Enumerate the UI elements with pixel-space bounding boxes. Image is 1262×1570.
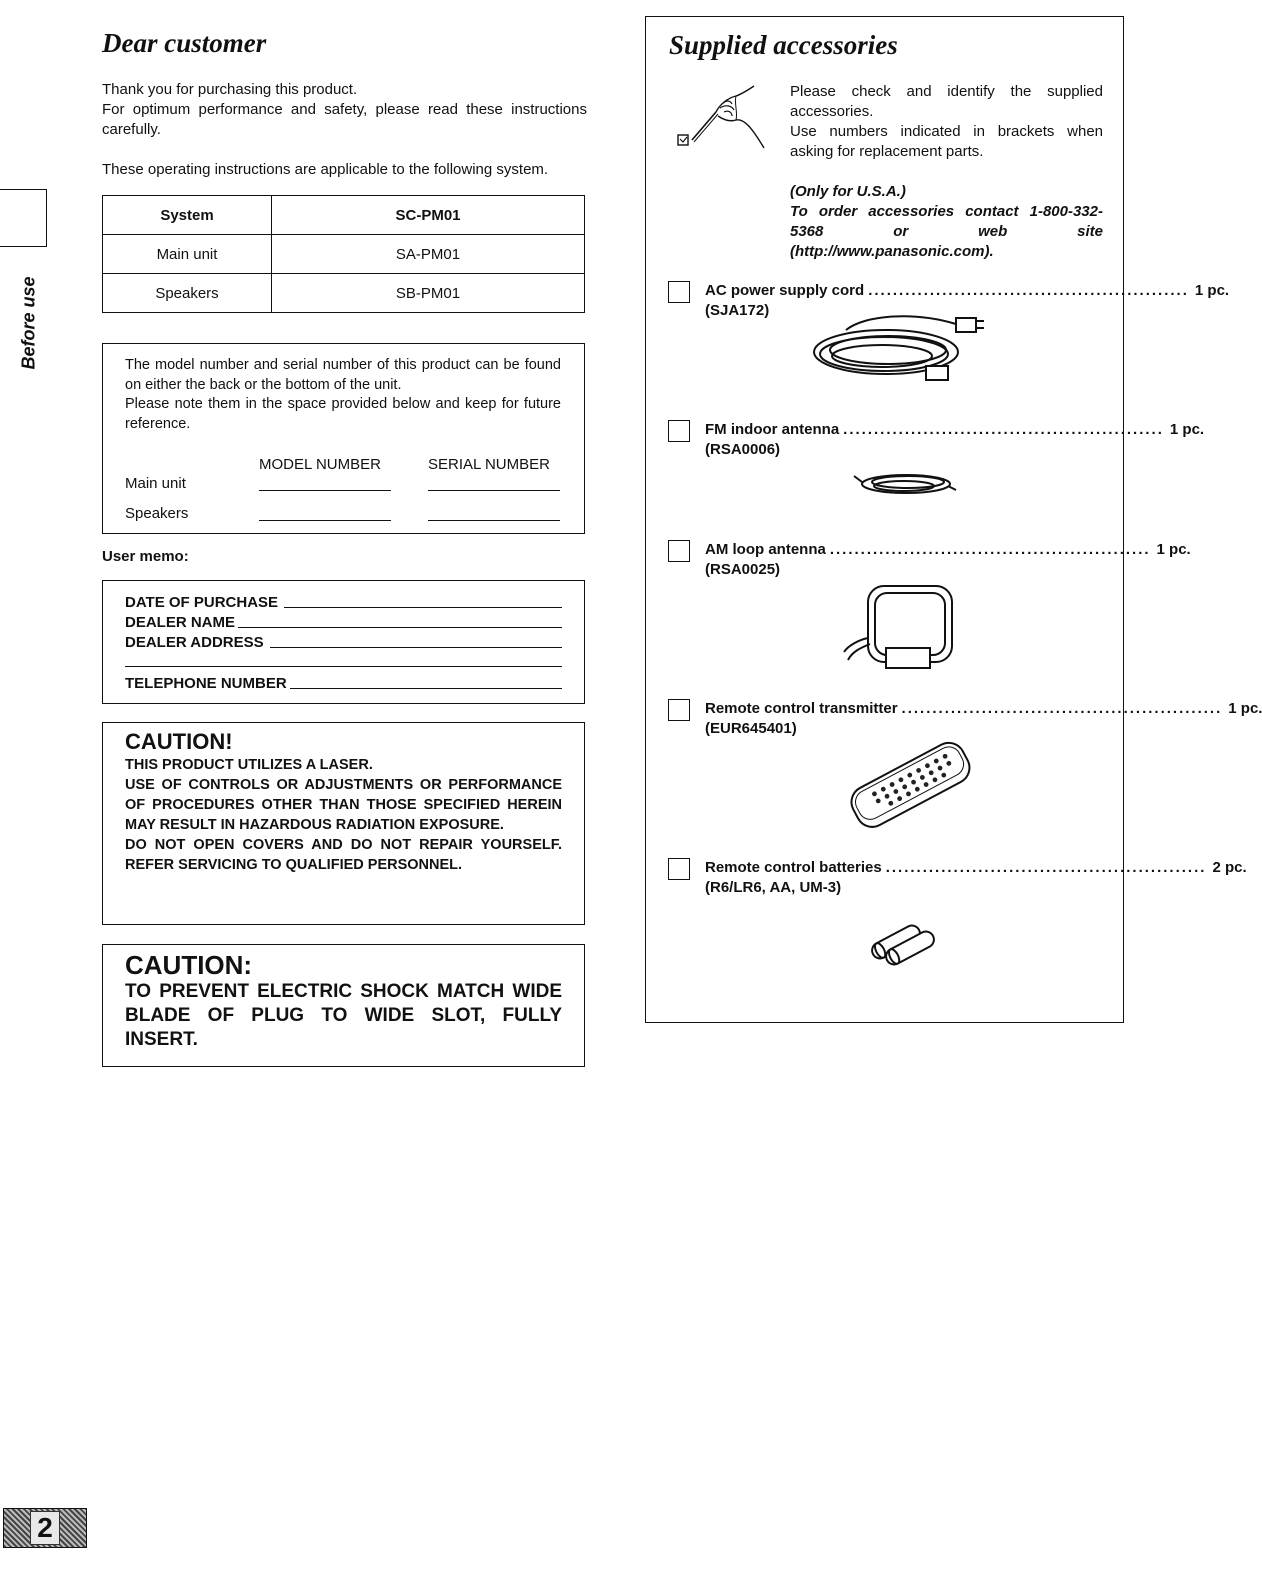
table-cell: SA-PM01: [272, 235, 585, 274]
leader-dots: ....................................................: [829, 541, 1151, 558]
date-of-purchase-row: [125, 593, 562, 613]
pen-check-icon: [672, 82, 772, 154]
accessory-part-code: (RSA0025): [705, 561, 781, 578]
main-unit-model-line[interactable]: [259, 474, 391, 491]
accessory-quantity: 1 pc.: [1169, 421, 1205, 438]
accessory-quantity: 1 pc.: [1194, 282, 1230, 299]
main-unit-serial-line[interactable]: [428, 474, 560, 491]
system-table: [102, 195, 585, 313]
accessories-intro: [790, 82, 1103, 262]
speakers-serial-line[interactable]: [428, 504, 560, 521]
leader-dots: ....................................................: [843, 421, 1164, 438]
applicability-line: These operating instructions are applicable to the following system.: [102, 161, 549, 178]
dealer-address-label: DEALER ADDRESS: [125, 634, 264, 651]
table-row: [103, 274, 585, 313]
accessory-name-row: [705, 540, 1191, 560]
memo-fields: [125, 593, 562, 694]
laser-caution-line: USE OF CONTROLS OR ADJUSTMENTS OR PERFORMANCE OF PROCEDURES OTHER THAN THOSE SPECIFIED HEREIN MAY RESULT IN HAZARDOUS RADIATION EXPOSURE.: [125, 777, 562, 833]
shock-caution-heading: CAUTION:: [125, 950, 253, 980]
order-contact-text: To order accessories contact 1-800-332-5368 or web site (http://www.panasonic.com).: [790, 203, 1103, 260]
leader-dots: ....................................................: [868, 282, 1189, 299]
accessory-name-row: [705, 699, 1262, 719]
shock-caution-content: [125, 950, 562, 1052]
dealer-address-row: [125, 633, 562, 653]
table-cell: Speakers: [103, 274, 272, 313]
usa-only-label: (Only for U.S.A.): [790, 183, 906, 200]
intro-text: [102, 80, 587, 180]
accessory-part-code: (SJA172): [705, 302, 770, 319]
accessory-name: FM indoor antenna: [705, 421, 840, 438]
accessory-checkbox[interactable]: [668, 540, 690, 562]
laser-caution-content: [125, 729, 562, 875]
accessory-quantity: 1 pc.: [1156, 541, 1191, 558]
accessory-name-row: [705, 420, 1205, 440]
accessory-part-code: (R6/LR6, AA, UM-3): [705, 879, 842, 896]
accessory-name: AM loop antenna: [705, 541, 826, 558]
telephone-label: TELEPHONE NUMBER: [125, 675, 287, 692]
dealer-name-row: [125, 613, 562, 633]
table-cell: System: [103, 196, 272, 235]
replacement-instruction: Use numbers indicated in brackets when asking for replacement parts.: [790, 123, 1103, 160]
thanks-line: Thank you for purchasing this product.: [102, 81, 358, 98]
leader-dots: ....................................................: [901, 700, 1223, 717]
laser-caution-line: THIS PRODUCT UTILIZES A LASER.: [125, 757, 373, 773]
side-tab-marker: [0, 189, 47, 247]
laser-caution-box: [102, 722, 585, 925]
accessory-name-row: [705, 858, 1247, 878]
page-number: 2: [30, 1511, 60, 1545]
accessory-item-batteries: [668, 858, 1247, 918]
dealer-address-line-2[interactable]: [125, 653, 562, 667]
page-number-block: [3, 1508, 87, 1548]
date-of-purchase-line[interactable]: [284, 593, 562, 608]
serial-text-2: Please note them in the space provided below and keep for future reference.: [125, 396, 561, 432]
telephone-line[interactable]: [290, 674, 562, 689]
accessory-name: Remote control transmitter: [705, 700, 898, 717]
accessory-checkbox[interactable]: [668, 699, 690, 721]
accessory-quantity: 1 pc.: [1228, 700, 1262, 717]
laser-caution-heading: CAUTION!: [125, 729, 233, 754]
user-memo-box: [102, 580, 585, 704]
speakers-label: Speakers: [125, 505, 189, 522]
date-of-purchase-label: DATE OF PURCHASE: [125, 594, 279, 611]
table-row: [103, 235, 585, 274]
check-instruction: Please check and identify the supplied accessories.: [790, 83, 1103, 120]
accessory-name-row: [705, 281, 1230, 301]
fm-antenna-icon: [852, 466, 958, 500]
laser-caution-line: DO NOT OPEN COVERS AND DO NOT REPAIR YOURSELF. REFER SERVICING TO QUALIFIED PERSONNEL.: [125, 837, 562, 873]
accessory-part-code: (RSA0006): [705, 441, 781, 458]
remote-control-icon: [844, 740, 976, 828]
power-cord-icon: [806, 310, 986, 388]
accessory-checkbox[interactable]: [668, 858, 690, 880]
model-number-header: MODEL NUMBER: [259, 456, 381, 473]
shock-caution-text: TO PREVENT ELECTRIC SHOCK MATCH WIDE BLADE OF PLUG TO WIDE SLOT, FULLY INSERT.: [125, 981, 562, 1050]
accessory-quantity: 2 pc.: [1212, 859, 1247, 876]
batteries-icon: [866, 916, 942, 966]
main-unit-label: Main unit: [125, 475, 186, 492]
side-section-label: Before use: [18, 276, 39, 370]
table-cell: SC-PM01: [272, 196, 585, 235]
speakers-model-line[interactable]: [259, 504, 391, 521]
accessory-checkbox[interactable]: [668, 420, 690, 442]
serial-number-box: [102, 343, 585, 534]
dear-customer-title: Dear customer: [102, 28, 267, 58]
serial-number-header: SERIAL NUMBER: [428, 456, 550, 473]
dealer-name-line[interactable]: [238, 613, 562, 628]
accessories-title: Supplied accessories: [669, 30, 898, 60]
leader-dots: ....................................................: [885, 859, 1207, 876]
accessory-name: AC power supply cord: [705, 282, 865, 299]
telephone-row: [125, 674, 562, 694]
table-cell: SB-PM01: [272, 274, 585, 313]
serial-instructions: [125, 356, 561, 434]
serial-text: The model number and serial number of this product can be found on either the back or the bottom of the unit.: [125, 357, 561, 393]
table-row: [103, 196, 585, 235]
dealer-address-line[interactable]: [270, 633, 562, 648]
table-cell: Main unit: [103, 235, 272, 274]
safety-line: For optimum performance and safety, please read these instructions carefully.: [102, 101, 587, 138]
dealer-name-label: DEALER NAME: [125, 614, 236, 631]
accessory-name: Remote control batteries: [705, 859, 882, 876]
accessory-checkbox[interactable]: [668, 281, 690, 303]
user-memo-heading: User memo:: [102, 548, 189, 565]
accessory-part-code: (EUR645401): [705, 720, 797, 737]
am-loop-antenna-icon: [838, 582, 958, 674]
shock-caution-box: [102, 944, 585, 1067]
